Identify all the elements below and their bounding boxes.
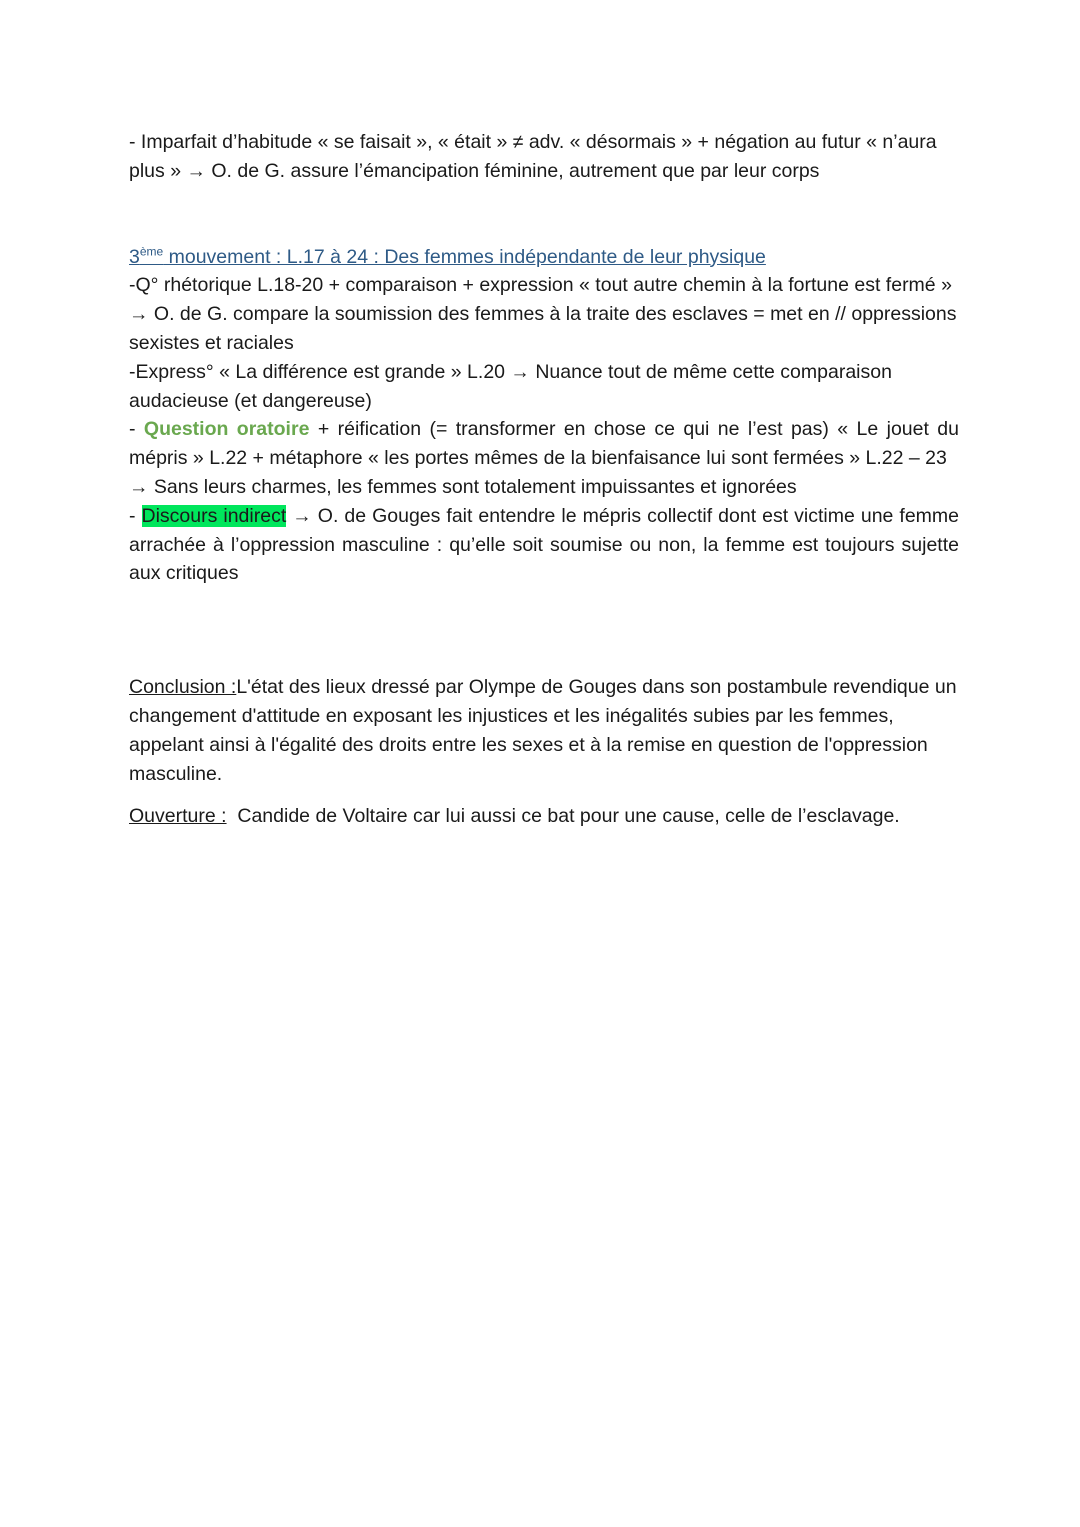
spacer [129, 588, 959, 673]
document-page [129, 128, 959, 831]
ouverture-label: Ouverture : [129, 805, 227, 828]
movement-3-heading [129, 243, 959, 272]
conclusion-text: L'état des lieux dressé par Olympe de Gouges dans son postambule revendique un changement d'attitude en exposant les injustices et les inégalités subies par les femmes, appelant ainsi à l'égalité des droits entre les sexes et à la remise en question de l'oppression masculine. [129, 676, 957, 785]
heading-text: mouvement : L.17 à 24 : Des femmes indépendante de leur physique [163, 245, 766, 268]
conclusion-paragraph [129, 673, 959, 788]
heading-superscript: ème [139, 244, 164, 259]
ouverture-text: Candide de Voltaire car lui aussi ce bat pour une cause, celle de l’esclavage. [226, 805, 900, 828]
spacer [129, 186, 959, 243]
item-prefix: - [129, 418, 144, 441]
item-text: + réification (= transformer en chose ce qui ne l’est pas) « Le jouet du mépris » L.22 + métaphore « les portes mêmes de la bienfaisance lui sont fermées » L.22 – 23 [129, 418, 959, 470]
imparfait-paragraph: - Imparfait d’habitude « se faisait », « était » ≠ adv. « désormais » + négation au futur « n’aura plus » → O. de G. assure l’émancipation féminine, autrement que par leur corps [129, 131, 937, 182]
conclusion-label: Conclusion : [129, 676, 237, 699]
movement-item-2: -Express° « La différence est grande » L.20 → Nuance tout de même cette comparaison audacieuse (et dangereuse) [129, 360, 892, 412]
discours-indirect-highlight: Discours indirect [141, 504, 287, 527]
question-oratoire-term: Question oratoire [143, 418, 310, 441]
item-prefix: - [129, 504, 142, 527]
heading-number: 3 [129, 245, 140, 268]
movement-item-5 [129, 502, 959, 588]
movement-item-4: → Sans leurs charmes, les femmes sont totalement impuissantes et ignorées [129, 475, 797, 498]
item-text: → O. de Gouges fait entendre le mépris collectif dont est victime une femme arrachée à l’oppression masculine : qu’elle soit soumise ou non, la femme est toujours sujette aux critiques [129, 504, 959, 585]
movement-item-1: -Q° rhétorique L.18-20 + comparaison + expression « tout autre chemin à la fortune est fermé » → O. de G. compare la soumission des femmes à la traite des esclaves = met en // oppressions sexistes et raciales [129, 274, 957, 354]
ouverture-paragraph [129, 802, 959, 831]
movement-item-3 [129, 415, 959, 473]
spacer [129, 788, 959, 802]
